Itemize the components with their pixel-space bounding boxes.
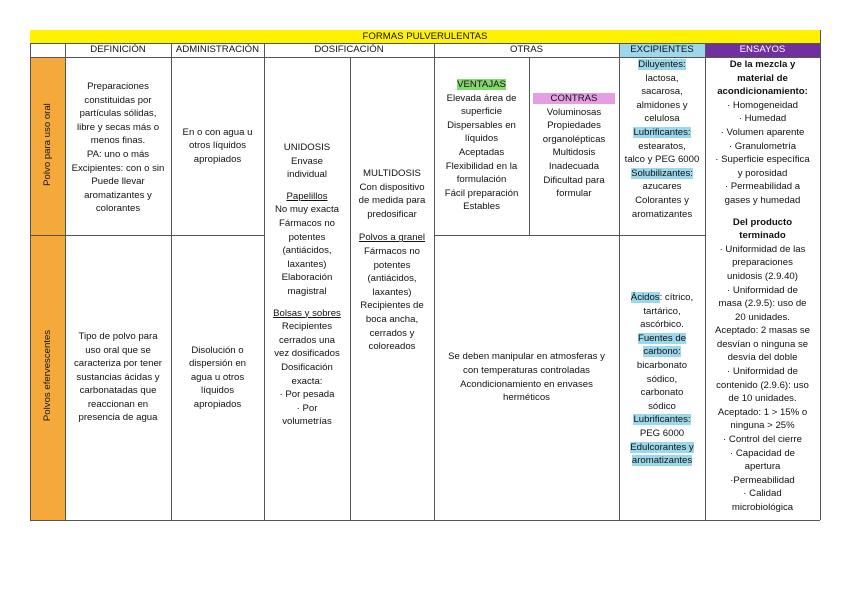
excipiente-text: sódico xyxy=(648,400,676,412)
text-line: volumetrías xyxy=(282,416,332,428)
grid-line xyxy=(619,43,620,520)
excipiente-keyword: Diluyentes: xyxy=(638,59,686,70)
row-label-oral-text: Polvo para uso oral xyxy=(42,103,53,186)
text-line: preparaciones xyxy=(732,257,793,269)
text-line: de medida para xyxy=(358,195,426,207)
excipiente-line xyxy=(641,386,684,400)
text-line: laxantes) xyxy=(287,258,327,270)
text-line: contenido (2.9.6): uso xyxy=(716,379,809,391)
excipiente-keyword: Lubrificantes: xyxy=(633,414,691,426)
grid-line xyxy=(820,30,821,520)
excipiente-line xyxy=(631,291,693,305)
text-line: Dificultad para xyxy=(543,174,605,186)
text-line: · Uniformidad de xyxy=(727,366,798,378)
text-line: microbiológica xyxy=(731,502,794,513)
grid-line xyxy=(30,43,820,44)
text-line: potentes xyxy=(373,259,411,271)
text-line: libre y secas más o xyxy=(76,121,160,133)
excipiente-line xyxy=(638,332,686,346)
text-line: formulación xyxy=(456,174,507,186)
text-line: terminado xyxy=(739,230,786,242)
text-line: con temperaturas controladas xyxy=(463,364,590,376)
text-line: Elaboración xyxy=(281,272,333,284)
text-line: Recipientes de xyxy=(360,300,424,312)
excipiente-text: almidones y xyxy=(636,99,688,111)
text-line: colorantes xyxy=(95,203,141,215)
oral-administracion xyxy=(171,57,264,235)
grid-line xyxy=(529,57,530,235)
excipiente-keyword: Edulcorantes y xyxy=(630,441,694,453)
grid-line xyxy=(434,43,435,520)
text-line: magistral xyxy=(287,285,327,297)
text-line: cerrados una xyxy=(279,334,335,346)
text-line: · Humedad xyxy=(738,113,787,125)
text-line: · Por pesada xyxy=(279,389,335,401)
text-line: carbonatadas que xyxy=(79,385,157,397)
text-line: Flexibilidad en la xyxy=(445,160,518,172)
text-line: presencia de agua xyxy=(78,412,158,424)
excipiente-line xyxy=(632,454,692,468)
text-line: Fácil preparación xyxy=(444,187,519,199)
text-line: individual xyxy=(286,169,327,181)
excipiente-text: PEG 6000 xyxy=(639,427,685,439)
excipiente-rest: : cítrico, xyxy=(659,292,694,303)
excipiente-line xyxy=(630,441,693,455)
excipiente-line xyxy=(633,413,690,427)
text-line: cerrados y xyxy=(369,327,415,339)
text-line: partículas sólidas, xyxy=(79,108,157,120)
excipiente-line xyxy=(637,359,687,373)
header-dosificacion xyxy=(264,43,434,57)
text-line: Estables xyxy=(463,201,500,213)
text-line: Aceptado: 1 > 15% o xyxy=(717,406,808,418)
text-line: · Calidad xyxy=(743,488,782,500)
header-ensayos-text: ENSAYOS xyxy=(739,44,786,55)
text-line: acondicionamiento: xyxy=(717,86,808,98)
text-line: apropiados xyxy=(193,398,242,410)
excipiente-keyword: Ácidos xyxy=(630,292,660,303)
text-line: · Control del cierre xyxy=(723,434,802,446)
eff-otras xyxy=(434,235,619,520)
excipiente-text: lactosa, xyxy=(645,72,679,84)
eff-definicion xyxy=(65,235,171,520)
text-line: Voluminosas xyxy=(546,106,602,118)
excipiente-keyword: carbono: xyxy=(643,346,681,358)
header-dosificacion-text: DOSIFICACIÓN xyxy=(314,44,384,55)
header-ensayos xyxy=(705,43,820,57)
text-line: líquidos xyxy=(200,385,235,397)
header-excipientes-text: EXCIPIENTES xyxy=(630,44,694,55)
grid-line xyxy=(30,57,820,58)
grid-line xyxy=(30,43,31,520)
text-line: De la mezcla y xyxy=(729,59,796,70)
text-line: Envase xyxy=(291,155,323,167)
excipiente-text: sacarosa, xyxy=(641,86,683,98)
text-line: Multidosis xyxy=(552,147,596,159)
text-line: superficie xyxy=(460,106,503,118)
grid-line xyxy=(65,43,66,520)
text-line: · Capacidad de xyxy=(729,447,796,459)
header-otras xyxy=(434,43,619,57)
excipiente-line xyxy=(633,126,690,140)
text-line: Recipientes xyxy=(281,321,333,333)
text-line: Puede llevar xyxy=(91,176,145,188)
text-line: predosificar xyxy=(367,208,417,220)
title-text: FORMAS PULVERULENTAS xyxy=(362,31,488,42)
excipiente-line xyxy=(635,194,689,208)
text-line: unidosis (2.9.40) xyxy=(727,270,798,282)
text-line: apropiados xyxy=(193,153,242,165)
text-line: laxantes) xyxy=(372,286,412,298)
text-line: y porosidad xyxy=(737,167,788,179)
excipiente-line xyxy=(643,345,680,359)
papelillos-title: Papelillos xyxy=(286,190,328,202)
excipiente-text: tartárico, xyxy=(643,305,681,317)
text-line: coloreados xyxy=(368,341,416,353)
text-line: (antiácidos, xyxy=(282,245,332,257)
row-label-oral xyxy=(30,57,65,235)
text-line: Se deben manipular en atmosferas y xyxy=(448,351,605,363)
text-line: constituidas por xyxy=(84,94,152,106)
text-line: gases y humedad xyxy=(724,194,801,206)
text-line: uso oral que se xyxy=(85,344,151,356)
excipiente-text: ascórbico. xyxy=(640,319,684,331)
excipiente-text: azucares xyxy=(642,181,682,193)
text-line: Acondicionamiento en envases xyxy=(460,378,593,390)
text-line: herméticos xyxy=(503,392,550,404)
text-line: desvía del doble xyxy=(727,352,798,364)
text-line: · Uniformidad de xyxy=(727,284,798,296)
table-title xyxy=(30,30,820,43)
text-line: Aceptadas xyxy=(458,146,505,158)
excipiente-line xyxy=(643,180,682,194)
text-line: reaccionan en xyxy=(87,398,149,410)
text-line: caracteriza por tener xyxy=(74,358,162,370)
excipiente-line xyxy=(632,208,692,222)
text-line: PA: uno o más xyxy=(86,149,150,160)
text-line: MULTIDOSIS xyxy=(363,168,421,179)
excipiente-text: Colorantes y xyxy=(635,194,689,206)
text-line: Excipientes: con o sin xyxy=(71,162,165,174)
oral-definicion xyxy=(65,57,171,235)
excipiente-text: bicarbonato xyxy=(636,359,688,371)
text-line: · Granulometría xyxy=(728,140,797,152)
text-line: sustancias ácidas y xyxy=(76,371,160,383)
text-line: líquidos xyxy=(464,133,499,145)
text-line: Tipo de polvo para xyxy=(78,330,158,342)
text-line: 20 unidades. xyxy=(735,311,790,323)
text-line: aromatizantes y xyxy=(84,189,152,201)
text-line: · Uniformidad de las xyxy=(719,243,806,255)
excipiente-line xyxy=(638,140,685,154)
header-definicion-text: DEFINICIÓN xyxy=(90,44,146,55)
text-line: (antiácidos, xyxy=(367,273,417,285)
header-administracion xyxy=(171,43,264,57)
grid-line xyxy=(30,520,820,521)
text-line: · Volumen aparente xyxy=(720,126,805,138)
text-line: · Homogeneidad xyxy=(727,99,798,111)
text-line: potentes xyxy=(288,231,326,243)
excipiente-keyword: Solubilizantes: xyxy=(631,167,693,179)
excipiente-keyword: Lubrificantes: xyxy=(633,126,691,138)
text-line: · Permeabilidad a xyxy=(724,181,801,193)
excipiente-text: aromatizantes xyxy=(631,208,693,220)
contras-title: CONTRAS xyxy=(533,93,616,104)
text-line: vez dosificados xyxy=(274,348,340,360)
excipiente-line xyxy=(640,427,684,441)
text-line: formular xyxy=(556,188,592,200)
text-line: ·Permeabilidad xyxy=(730,474,795,486)
oral-contras xyxy=(529,57,619,235)
granel-title: Polvos a granel xyxy=(358,232,426,244)
excipiente-line xyxy=(644,112,679,126)
excipiente-line xyxy=(640,318,684,332)
excipiente-text: celulosa xyxy=(644,113,680,125)
grid-line xyxy=(434,235,705,236)
excipiente-line xyxy=(636,99,687,113)
dosificacion-unidosis xyxy=(264,57,350,520)
text-line: Preparaciones xyxy=(87,81,149,93)
excipiente-line xyxy=(631,167,693,181)
text-line: Aceptado: 2 masas se xyxy=(715,325,810,337)
text-line: Inadecuada xyxy=(548,160,600,172)
text-line: boca ancha, xyxy=(365,313,419,325)
text-line: Fármacos no xyxy=(279,217,335,229)
text-line: otros líquidos xyxy=(188,140,247,152)
text-line: · Por xyxy=(296,402,318,414)
text-line: Dispersables en xyxy=(447,119,516,131)
text-line: organolépticas xyxy=(542,133,606,145)
excipiente-text: carbonato xyxy=(640,387,684,399)
text-line: dispersión en xyxy=(188,358,247,370)
grid-line xyxy=(171,43,172,520)
grid-line xyxy=(705,43,706,520)
ensayos-cell xyxy=(705,57,820,520)
header-definicion xyxy=(65,43,171,57)
dosificacion-multidosis xyxy=(350,57,434,520)
oral-ventajas xyxy=(434,57,529,235)
row-label-eff-text: Polvos efervescentes xyxy=(42,329,53,422)
text-line: UNIDOSIS xyxy=(283,142,331,153)
grid-line xyxy=(264,43,265,520)
header-otras-text: OTRAS xyxy=(509,44,544,55)
eff-administracion xyxy=(171,235,264,520)
text-line: En o con agua u xyxy=(182,126,253,138)
excipiente-line xyxy=(638,58,685,72)
text-line: Propiedades xyxy=(547,120,601,132)
text-line: No muy exacta xyxy=(275,204,339,216)
text-line: de 10 unidades. xyxy=(728,393,797,405)
text-line: Elevada área de xyxy=(446,92,517,104)
excipiente-line xyxy=(643,305,680,319)
excipiente-keyword: aromatizantes xyxy=(631,455,693,467)
text-line: desvían o ninguna se xyxy=(716,338,809,350)
excipiente-text: estearatos, xyxy=(638,140,686,152)
excipiente-keyword: Fuentes de xyxy=(637,332,686,344)
ventajas-title: VENTAJAS xyxy=(457,79,506,90)
header-administracion-text: ADMINISTRACIÓN xyxy=(175,44,260,55)
excipiente-line xyxy=(648,400,676,414)
text-line: Disolución o xyxy=(191,344,244,356)
excipiente-line xyxy=(641,85,683,99)
oral-excipientes xyxy=(619,57,705,235)
text-line: masa (2.9.5): uso de xyxy=(718,298,807,310)
text-line: Con dispositivo xyxy=(359,181,425,193)
text-line: · Superficie específica xyxy=(715,154,810,166)
eff-excipientes xyxy=(619,235,705,520)
excipiente-line xyxy=(645,72,678,86)
text-line: Dosificación xyxy=(281,361,333,373)
grid-line xyxy=(350,57,351,520)
text-line: material de xyxy=(737,72,788,84)
text-line: apertura xyxy=(744,461,781,473)
bolsas-title: Bolsas y sobres xyxy=(273,307,341,319)
text-line: agua u otros xyxy=(190,371,245,383)
excipiente-text: talco y PEG 6000 xyxy=(624,154,700,166)
text-line: menos finas. xyxy=(90,135,146,147)
text-line: Fármacos no xyxy=(364,245,420,257)
row-label-eff xyxy=(30,235,65,520)
text-line: exacta: xyxy=(291,375,323,387)
header-excipientes xyxy=(619,43,705,57)
excipiente-line xyxy=(647,373,677,387)
text-line: ninguna > 25% xyxy=(730,420,795,432)
text-line: Del producto xyxy=(732,216,793,228)
excipiente-text: sódico, xyxy=(646,373,678,385)
excipiente-line xyxy=(625,153,700,167)
